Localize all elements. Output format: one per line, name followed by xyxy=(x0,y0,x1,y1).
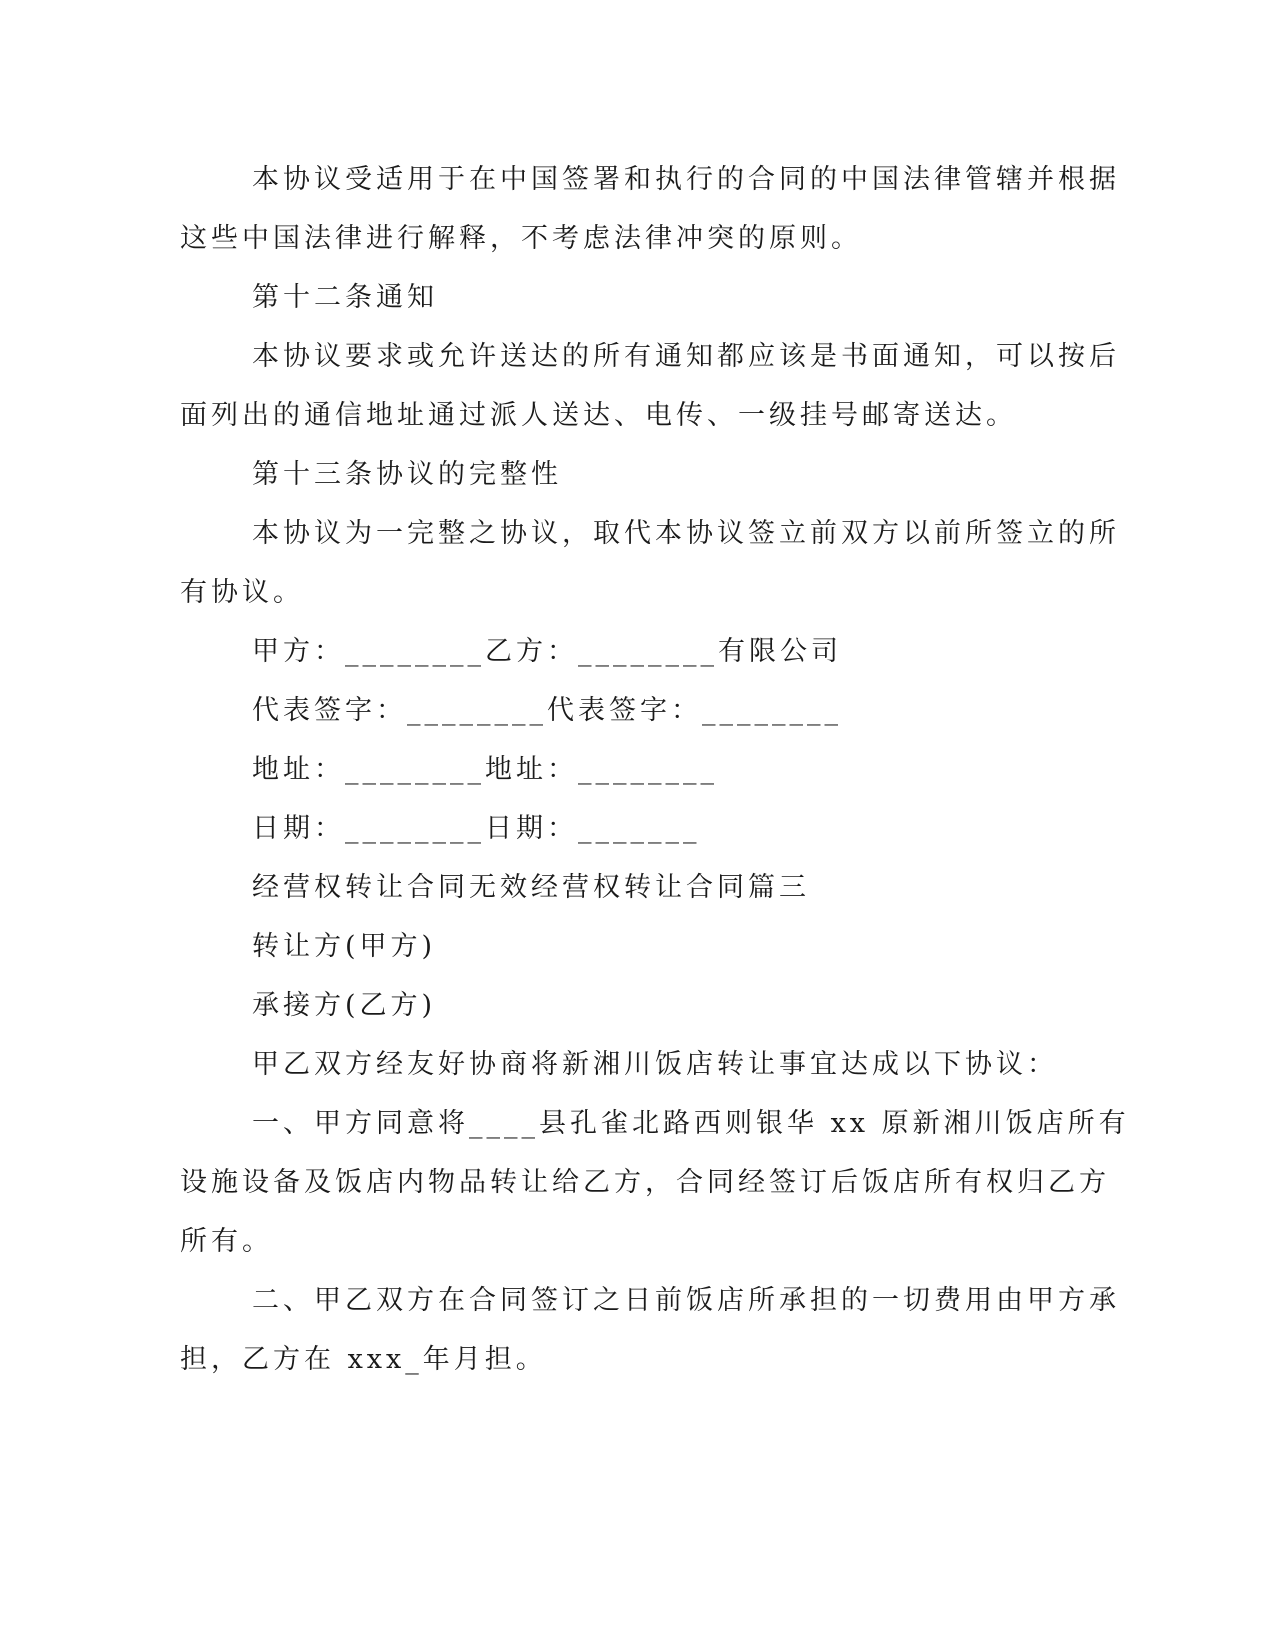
paragraph-governing-law-line-1: 本协议受适用于在中国签署和执行的合同的中国法律管辖并根据 xyxy=(252,164,1120,195)
section-3-title: 经营权转让合同无效经营权转让合同篇三 xyxy=(252,872,810,903)
clause-1-line-2: 设施设备及饭店内物品转让给乙方，合同经签订后饭店所有权归乙方 xyxy=(180,1167,1110,1198)
signature-parties-line: 甲方：________乙方：________有限公司 xyxy=(252,636,842,667)
paragraph-notice-line-2: 面列出的通信地址通过派人送达、电传、一级挂号邮寄送达。 xyxy=(180,400,1017,431)
article-12-heading: 第十二条通知 xyxy=(252,282,438,313)
signature-address-line: 地址：________地址：________ xyxy=(252,754,718,785)
article-13-heading: 第十三条协议的完整性 xyxy=(252,459,562,490)
signature-representative-line: 代表签字：________代表签字：________ xyxy=(252,695,842,726)
paragraph-notice-line-1: 本协议要求或允许送达的所有通知都应该是书面通知，可以按后 xyxy=(252,341,1120,372)
transferee-label: 承接方(乙方) xyxy=(252,990,437,1021)
signature-date-line: 日期：________日期：_______ xyxy=(252,813,701,844)
agreement-intro: 甲乙双方经友好协商将新湘川饭店转让事宜达成以下协议： xyxy=(252,1049,1058,1080)
clause-2-line-2: 担，乙方在 xxx_年月担。 xyxy=(180,1344,547,1375)
transferor-label: 转让方(甲方) xyxy=(252,931,437,962)
paragraph-governing-law-line-2: 这些中国法律进行解释，不考虑法律冲突的原则。 xyxy=(180,223,862,254)
clause-1-line-3: 所有。 xyxy=(180,1226,273,1257)
clause-2-line-1: 二、甲乙双方在合同签订之日前饭店所承担的一切费用由甲方承 xyxy=(252,1285,1120,1316)
clause-1-line-1: 一、甲方同意将____县孔雀北路西则银华 xx 原新湘川饭店所有 xyxy=(252,1108,1130,1139)
paragraph-entire-agreement-line-1: 本协议为一完整之协议，取代本协议签立前双方以前所签立的所 xyxy=(252,518,1120,549)
paragraph-entire-agreement-line-2: 有协议。 xyxy=(180,577,304,608)
